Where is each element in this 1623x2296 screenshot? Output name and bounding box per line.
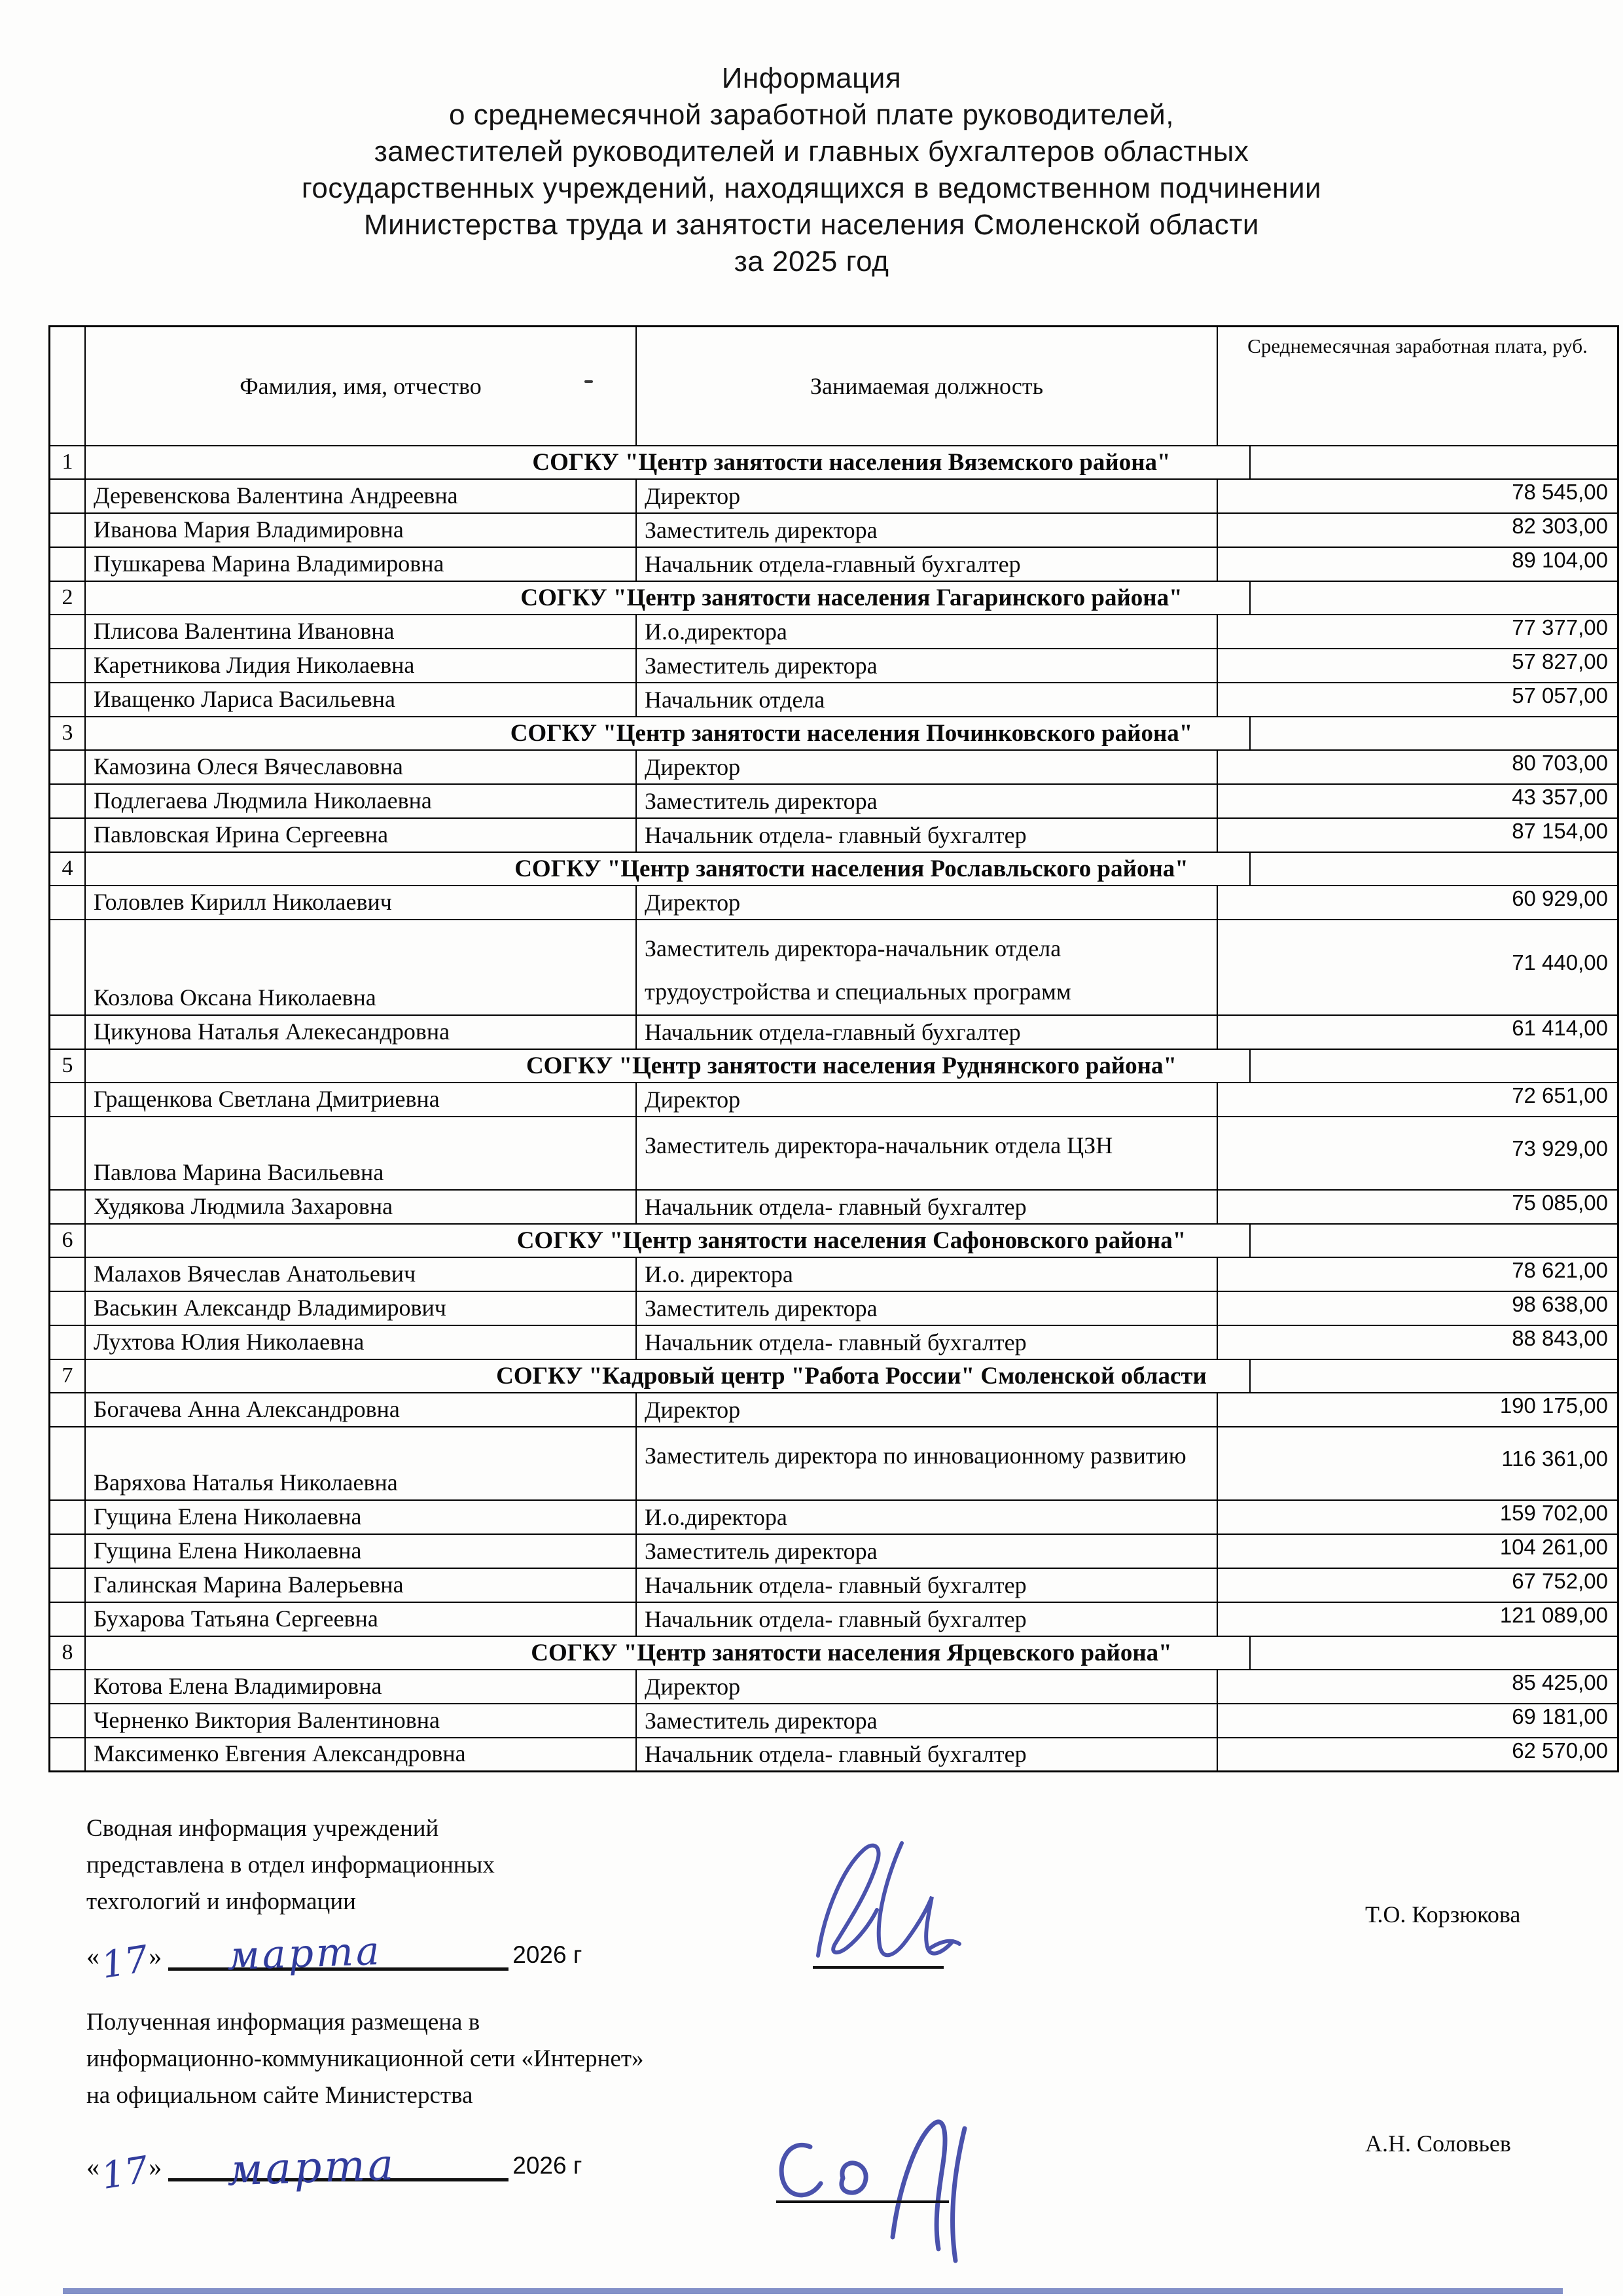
- row-number-cell: [50, 513, 86, 547]
- row-number-cell: [50, 818, 86, 852]
- signature-line: [776, 2200, 949, 2203]
- section-header-row: [50, 1049, 1618, 1083]
- employee-name: Варяхова Наталья Николаевна: [85, 1427, 636, 1500]
- table-row: [50, 1291, 1618, 1325]
- row-number-cell: [50, 1083, 86, 1117]
- section-header-row: [50, 1224, 1618, 1257]
- employee-name: Гущина Елена Николаевна: [85, 1534, 636, 1568]
- footer-text-line: информационно-коммуникационной сети «Интернет»: [86, 2045, 644, 2072]
- handwritten-day: 17: [98, 1937, 152, 1988]
- section-header-row: [50, 581, 1618, 615]
- employee-name: Галинская Марина Валерьевна: [85, 1568, 636, 1602]
- employee-salary: 85 425,00: [1217, 1670, 1618, 1704]
- table-row: [50, 1602, 1618, 1636]
- section-number: 3: [50, 717, 86, 750]
- table-row: [50, 1015, 1618, 1049]
- salary-table: [48, 325, 1619, 1772]
- employee-name: Малахов Вячеслав Анатольевич: [85, 1257, 636, 1291]
- ink-speck: [584, 380, 593, 383]
- header-salary: Среднемесячная заработная плата, руб.: [1217, 327, 1618, 446]
- employee-name: Козлова Оксана Николаевна: [85, 920, 636, 1015]
- section-header-row: [50, 717, 1618, 750]
- row-number-cell: [50, 615, 86, 649]
- table-row: [50, 1704, 1618, 1738]
- table-row: [50, 1190, 1618, 1224]
- table-header: [50, 327, 1618, 446]
- employee-salary: 190 175,00: [1217, 1393, 1618, 1427]
- employee-position: Начальник отдела- главный бухгалтер: [636, 1325, 1217, 1359]
- employee-position: Заместитель директора: [636, 1704, 1217, 1738]
- employee-position: Начальник отдела- главный бухгалтер: [636, 1568, 1217, 1602]
- section-number: 7: [50, 1359, 86, 1393]
- employee-salary: 104 261,00: [1217, 1534, 1618, 1568]
- date-underline: [168, 1916, 508, 1980]
- employee-salary: 98 638,00: [1217, 1291, 1618, 1325]
- footer-block-summary: [86, 1810, 675, 1920]
- employee-position: Директор: [636, 1393, 1217, 1427]
- header-number-cell: [50, 327, 86, 446]
- row-number-cell: [50, 1500, 86, 1534]
- employee-name: Гращенкова Светлана Дмитриевна: [85, 1083, 636, 1117]
- section-title: СОГКУ "Центр занятости населения Рославльского района": [85, 852, 1618, 886]
- employee-salary: 61 414,00: [1217, 1015, 1618, 1049]
- employee-name: Богачева Анна Александровна: [85, 1393, 636, 1427]
- section-title: СОГКУ "Центр занятости населения Вяземского района": [85, 446, 1618, 479]
- section-header-row: [50, 1636, 1618, 1670]
- table-body: [50, 446, 1618, 1772]
- employee-name: Васькин Александр Владимирович: [85, 1291, 636, 1325]
- table-row: [50, 1083, 1618, 1117]
- title-line: Информация: [721, 62, 902, 94]
- employee-position: Заместитель директора: [636, 649, 1217, 683]
- section-title: СОГКУ "Центр занятости населения Ярцевского района": [85, 1636, 1618, 1670]
- section-header-row: [50, 852, 1618, 886]
- employee-salary: 69 181,00: [1217, 1704, 1618, 1738]
- employee-position: Начальник отдела: [636, 683, 1217, 717]
- employee-position: Директор: [636, 479, 1217, 513]
- table-row: [50, 1738, 1618, 1772]
- quote-close: »: [149, 2152, 162, 2181]
- footer-text-line: Полученная информация размещена в: [86, 2009, 480, 2036]
- footer-text-line: техгологий и информации: [86, 1888, 356, 1915]
- signatory-name: А.Н. Соловьев: [1365, 2130, 1511, 2157]
- employee-salary: 82 303,00: [1217, 513, 1618, 547]
- table-row: [50, 920, 1618, 1015]
- section-number: 8: [50, 1636, 86, 1670]
- row-number-cell: [50, 784, 86, 818]
- employee-salary: 60 929,00: [1217, 886, 1618, 920]
- employee-salary: 57 057,00: [1217, 683, 1618, 717]
- signatory-name: Т.О. Корзюкова: [1365, 1901, 1521, 1928]
- table-row: [50, 1325, 1618, 1359]
- title-line: Министерства труда и занятости населения Смоленской области: [363, 209, 1260, 241]
- employee-position: Начальник отдела- главный бухгалтер: [636, 818, 1217, 852]
- row-number-cell: [50, 750, 86, 784]
- year-label: 2026 г: [512, 1941, 582, 1968]
- employee-position: Начальник отдела- главный бухгалтер: [636, 1738, 1217, 1772]
- employee-name: Иващенко Лариса Васильевна: [85, 683, 636, 717]
- employee-position: Директор: [636, 1083, 1217, 1117]
- date-line-2: [86, 2127, 582, 2198]
- employee-name: Бухарова Татьяна Сергеевна: [85, 1602, 636, 1636]
- section-number: 2: [50, 581, 86, 615]
- employee-position: Заместитель директора-начальник отдела ЦЗН: [636, 1117, 1217, 1190]
- employee-salary: 116 361,00: [1217, 1427, 1618, 1500]
- date-line-1: [86, 1916, 582, 1988]
- employee-position: Заместитель директора по инновационному развитию: [636, 1427, 1217, 1500]
- section-header-row: [50, 446, 1618, 479]
- date-underline: [168, 2127, 508, 2196]
- row-number-cell: [50, 1427, 86, 1500]
- employee-salary: 87 154,00: [1217, 818, 1618, 852]
- row-number-cell: [50, 1670, 86, 1704]
- employee-position: И.о. директора: [636, 1257, 1217, 1291]
- employee-salary: 88 843,00: [1217, 1325, 1618, 1359]
- employee-position: И.о.директора: [636, 1500, 1217, 1534]
- row-number-cell: [50, 886, 86, 920]
- handwritten-month: марта: [226, 2139, 397, 2196]
- section-title: СОГКУ "Центр занятости населения Руднянского района": [85, 1049, 1618, 1083]
- title-line: государственных учреждений, находящихся в ведомственном подчинении: [301, 172, 1322, 204]
- row-number-cell: [50, 1117, 86, 1190]
- section-number: 5: [50, 1049, 86, 1083]
- employee-position: Заместитель директора: [636, 1534, 1217, 1568]
- signature-korzyukova: [802, 1833, 966, 1970]
- employee-salary: 89 104,00: [1217, 547, 1618, 581]
- footer-text-line: на официальном сайте Министерства: [86, 2082, 473, 2109]
- table-row: [50, 649, 1618, 683]
- section-number: 1: [50, 446, 86, 479]
- row-number-cell: [50, 1738, 86, 1772]
- table-row: [50, 750, 1618, 784]
- employee-name: Пушкарева Марина Владимировна: [85, 547, 636, 581]
- row-number-cell: [50, 1257, 86, 1291]
- section-title: СОГКУ "Центр занятости населения Гагаринского района": [85, 581, 1618, 615]
- table-row: [50, 1257, 1618, 1291]
- employee-position: Начальник отдела-главный бухгалтер: [636, 1015, 1217, 1049]
- employee-name: Каретникова Лидия Николаевна: [85, 649, 636, 683]
- row-number-cell: [50, 920, 86, 1015]
- employee-name: Головлев Кирилл Николаевич: [85, 886, 636, 920]
- table-row: [50, 1427, 1618, 1500]
- row-number-cell: [50, 1534, 86, 1568]
- handwritten-month: марта: [226, 1928, 383, 1980]
- table-row: [50, 479, 1618, 513]
- table-header-row: [50, 327, 1618, 446]
- row-number-cell: [50, 1190, 86, 1224]
- employee-salary: 71 440,00: [1217, 920, 1618, 1015]
- table-row: [50, 1534, 1618, 1568]
- quote-close: »: [149, 1941, 162, 1971]
- quote-open: «: [86, 1941, 99, 1971]
- table-row: [50, 784, 1618, 818]
- header-name: Фамилия, имя, отчество: [85, 327, 636, 446]
- employee-position: Директор: [636, 750, 1217, 784]
- document-title: [0, 60, 1623, 280]
- employee-name: Котова Елена Владимировна: [85, 1670, 636, 1704]
- employee-position: Начальник отдела- главный бухгалтер: [636, 1602, 1217, 1636]
- employee-salary: 43 357,00: [1217, 784, 1618, 818]
- employee-salary: 67 752,00: [1217, 1568, 1618, 1602]
- employee-salary: 72 651,00: [1217, 1083, 1618, 1117]
- table-row: [50, 547, 1618, 581]
- title-line: за 2025 год: [734, 245, 889, 278]
- scan-edge-strip: [63, 2288, 1563, 2294]
- title-line: заместителей руководителей и главных бухгалтеров областных: [374, 135, 1249, 168]
- table-row: [50, 1117, 1618, 1190]
- employee-salary: 80 703,00: [1217, 750, 1618, 784]
- employee-salary: 159 702,00: [1217, 1500, 1618, 1534]
- footer-block-publication: [86, 2004, 675, 2114]
- row-number-cell: [50, 1325, 86, 1359]
- section-title: СОГКУ "Центр занятости населения Починковского района": [85, 717, 1618, 750]
- row-number-cell: [50, 479, 86, 513]
- row-number-cell: [50, 1704, 86, 1738]
- row-number-cell: [50, 1393, 86, 1427]
- title-line: о среднемесячной заработной плате руководителей,: [449, 99, 1174, 131]
- employee-name: Худякова Людмила Захаровна: [85, 1190, 636, 1224]
- section-title: СОГКУ "Кадровый центр "Работа России" Смоленской области: [85, 1359, 1618, 1393]
- section-title: СОГКУ "Центр занятости населения Сафоновского района": [85, 1224, 1618, 1257]
- table-row: [50, 615, 1618, 649]
- employee-position: Заместитель директора: [636, 784, 1217, 818]
- row-number-cell: [50, 1568, 86, 1602]
- section-number: 4: [50, 852, 86, 886]
- footer-text-line: представлена в отдел информационных: [86, 1852, 495, 1878]
- employee-salary: 57 827,00: [1217, 649, 1618, 683]
- employee-salary: 78 621,00: [1217, 1257, 1618, 1291]
- employee-name: Деревенскова Валентина Андреевна: [85, 479, 636, 513]
- employee-position: Заместитель директора-начальник отдела трудоустройства и специальных программ: [636, 920, 1217, 1015]
- row-number-cell: [50, 683, 86, 717]
- employee-name: Гущина Елена Николаевна: [85, 1500, 636, 1534]
- employee-name: Подлегаева Людмила Николаевна: [85, 784, 636, 818]
- row-number-cell: [50, 1015, 86, 1049]
- employee-salary: 121 089,00: [1217, 1602, 1618, 1636]
- employee-position: Заместитель директора: [636, 513, 1217, 547]
- row-number-cell: [50, 547, 86, 581]
- table-row: [50, 683, 1618, 717]
- handwritten-day: 17: [98, 2148, 152, 2198]
- employee-name: Камозина Олеся Вячеславовна: [85, 750, 636, 784]
- employee-name: Максименко Евгения Александровна: [85, 1738, 636, 1772]
- quote-open: «: [86, 2152, 99, 2181]
- year-label: 2026 г: [512, 2152, 582, 2179]
- table-row: [50, 886, 1618, 920]
- employee-salary: 78 545,00: [1217, 479, 1618, 513]
- employee-position: Заместитель директора: [636, 1291, 1217, 1325]
- signature-line: [813, 1966, 944, 1969]
- employee-position: Директор: [636, 886, 1217, 920]
- table-row: [50, 818, 1618, 852]
- row-number-cell: [50, 649, 86, 683]
- section-number: 6: [50, 1224, 86, 1257]
- signature-solovyov: [764, 2106, 980, 2263]
- table-row: [50, 1500, 1618, 1534]
- table-row: [50, 1393, 1618, 1427]
- employee-salary: 62 570,00: [1217, 1738, 1618, 1772]
- employee-name: Плисова Валентина Ивановна: [85, 615, 636, 649]
- employee-name: Цикунова Наталья Алекесандровна: [85, 1015, 636, 1049]
- table-row: [50, 1568, 1618, 1602]
- employee-name: Павлова Марина Васильевна: [85, 1117, 636, 1190]
- employee-name: Черненко Виктория Валентиновна: [85, 1704, 636, 1738]
- employee-position: И.о.директора: [636, 615, 1217, 649]
- employee-position: Начальник отдела-главный бухгалтер: [636, 547, 1217, 581]
- footer-text-line: Сводная информация учреждений: [86, 1815, 439, 1842]
- employee-name: Иванова Мария Владимировна: [85, 513, 636, 547]
- row-number-cell: [50, 1291, 86, 1325]
- employee-name: Павловская Ирина Сергеевна: [85, 818, 636, 852]
- employee-position: Начальник отдела- главный бухгалтер: [636, 1190, 1217, 1224]
- employee-salary: 73 929,00: [1217, 1117, 1618, 1190]
- employee-salary: 77 377,00: [1217, 615, 1618, 649]
- table-row: [50, 1670, 1618, 1704]
- employee-name: Лухтова Юлия Николаевна: [85, 1325, 636, 1359]
- employee-position: Директор: [636, 1670, 1217, 1704]
- section-header-row: [50, 1359, 1618, 1393]
- header-position: Занимаемая должность: [636, 327, 1217, 446]
- row-number-cell: [50, 1602, 86, 1636]
- employee-salary: 75 085,00: [1217, 1190, 1618, 1224]
- table-row: [50, 513, 1618, 547]
